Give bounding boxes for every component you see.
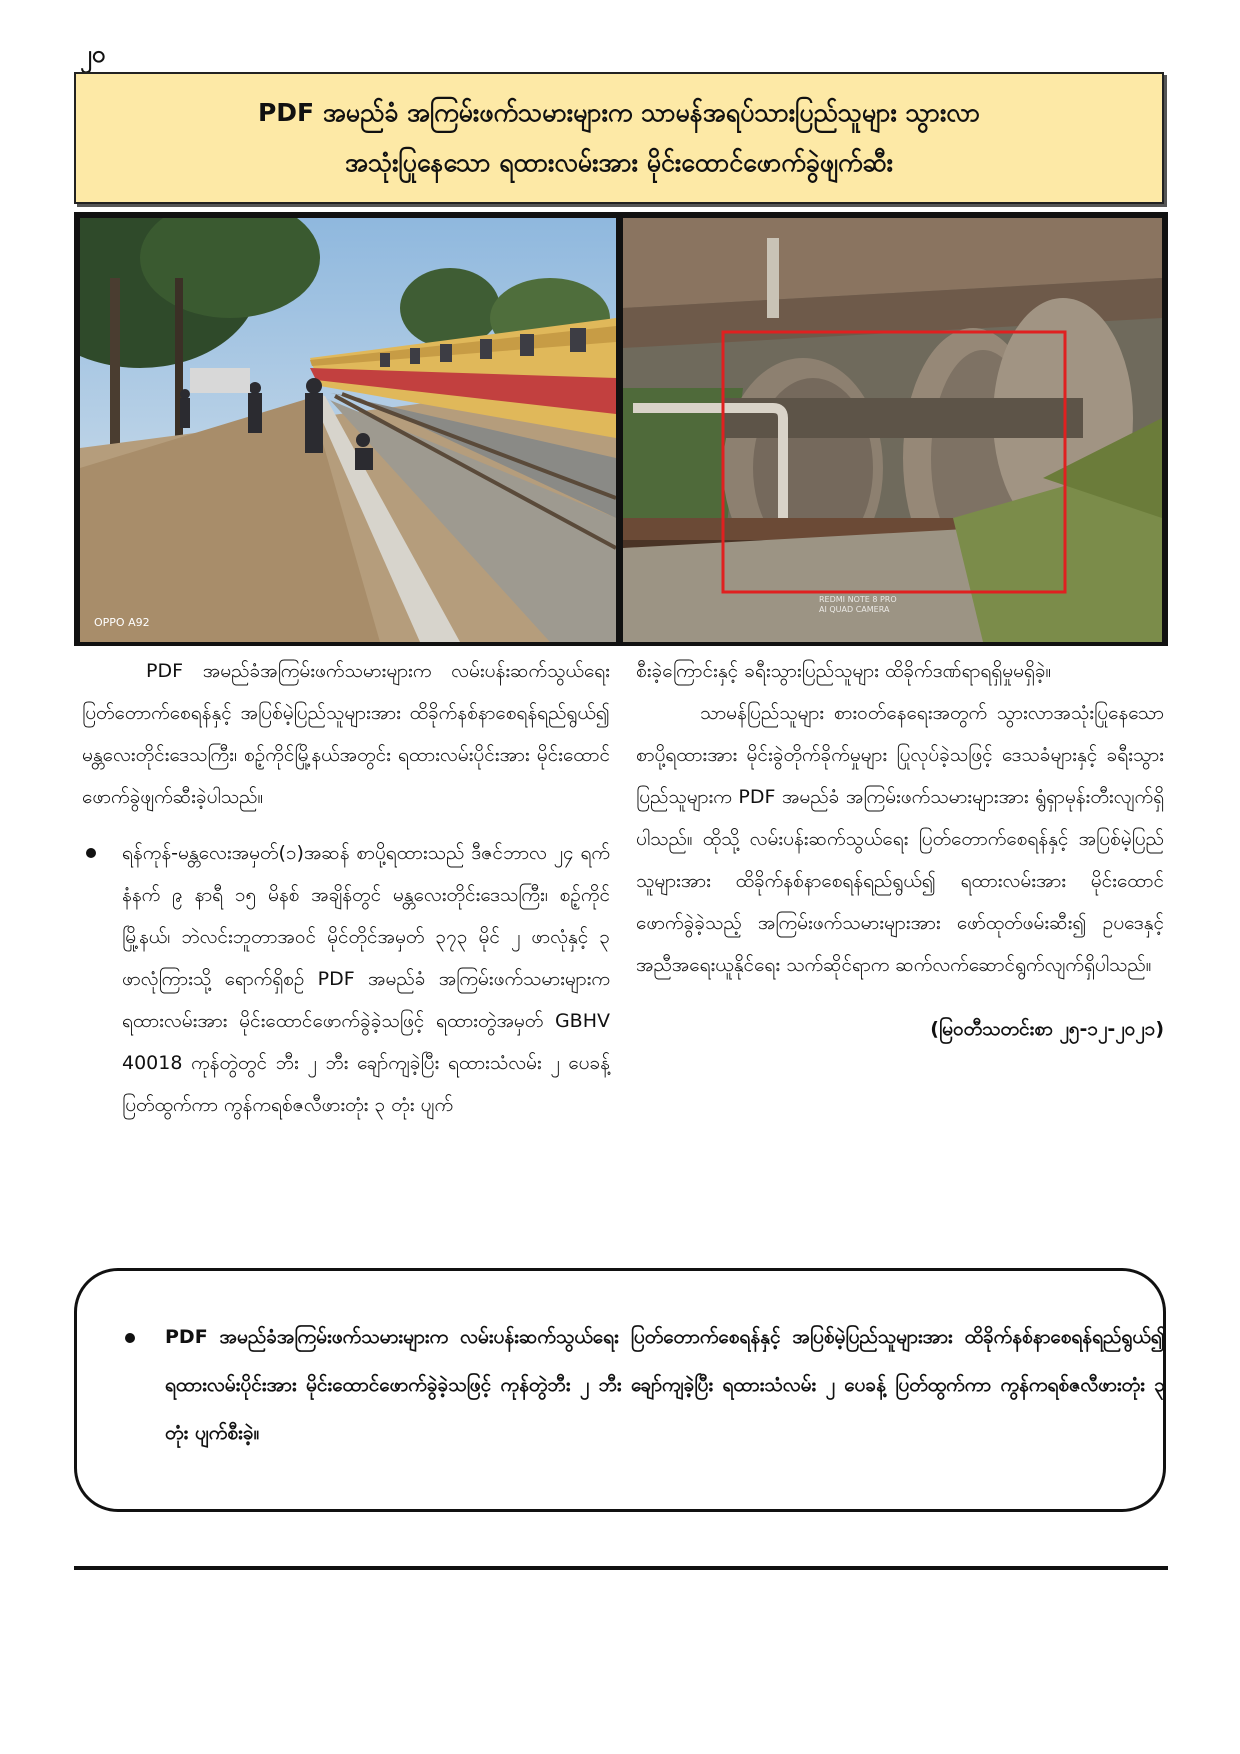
damaged-wheel-photo (623, 218, 1162, 642)
headline-line-2: အသုံးပြုနေသော ရထားလမ်းအား မိုင်းထောင်ဖောက်ခွဲဖျက်ဆီး (345, 148, 893, 177)
right-photo-watermark-line1: REDMI NOTE 8 PRO (819, 595, 897, 604)
article-paragraph-2: သာမန်ပြည်သူများ စားဝတ်နေရေးအတွက် သွားလာအသုံးပြုနေသော စာပို့ရထားအား မိုင်းခွဲတိုက်ခိုက်မှုများ ပြုလုပ်ခဲ့သဖြင့် ဒေသခံများနှင့် ခရီးသွားပြည်သူများက PDF အမည်ခံ အကြမ်းဖက်သမားများအား ရွံရှာမုန်းတီးလျက်ရှိပါသည်။ ထိုသို့ လမ်းပန်းဆက်သွယ်ရေး ပြတ်တောက်စေရန်နှင့် အပြစ်မဲ့ပြည်သူများအား ထိခိုက်နစ်နာစေရန်ရည်ရွယ်၍ ရထားလမ်းအား မိုင်းထောင်ဖောက်ခွဲခဲ့သည့် အကြမ်းဖက်သမားများအား ဖော်ထုတ်ဖမ်းဆီး၍ ဥပဒေနှင့်အညီအရေးယူနိုင်ရေး သက်ဆိုင်ရာက ဆက်လက်ဆောင်ရွက်လျက်ရှိပါသည်။ (636, 702, 1164, 976)
article-source: (မြဝတီသတင်းစာ ၂၅-၁၂-၂၀၂၁) (930, 1018, 1164, 1040)
article-bullet-list (82, 832, 610, 1126)
summary-text: PDF အမည်ခံအကြမ်းဖက်သမားများက လမ်းပန်းဆက်သွယ်ရေး ပြတ်တောက်စေရန်နှင့် အပြစ်မဲ့ပြည်သူများအား ထိခိုက်နစ်နာစေရန်ရည်ရွယ်၍ ရထားလမ်းပိုင်းအား မိုင်းထောင်ဖောက်ခွဲခဲ့သဖြင့် ကုန်တွဲဘီး ၂ ဘီး ချော်ကျခဲ့ပြီး ရထားသံလမ်း ၂ ပေခန့် ပြတ်ထွက်ကာ ကွန်ကရစ်ဇလီဖားတုံး ၃ တုံး ပျက်စီးခဲ့။ (165, 1326, 1165, 1444)
article-bullet-text: ရန်ကုန်-မန္တလေးအမှတ်(၁)အဆန် စာပို့ရထားသည် ဒီဇင်ဘာလ ၂၄ ရက် နံနက် ၉ နာရီ ၁၅ မိနစ် အချိန်တွင် မန္တလေးတိုင်းဒေသကြီး၊ စဉ့်ကိုင်မြို့နယ်၊ ဘဲလင်းဘူတာအဝင် မိုင်တိုင်အမှတ် ၃၇၃ မိုင် ၂ ဖာလုံနှင့် ၃ ဖာလုံကြားသို့ ရောက်ရှိစဉ် PDF အမည်ခံ အကြမ်းဖက်သမားများက ရထားလမ်းအား မိုင်းထောင်ဖောက်ခွဲခဲ့သဖြင့် ရထားတွဲအမှတ် GBHV 40018 ကုန်တွဲတွင် ဘီး ၂ ဘီး ချော်ကျခဲ့ပြီး ရထားသံလမ်း ၂ ပေခန့် ပြတ်ထွက်ကာ ကွန်ကရစ်ဇလီဖားတုံး ၃ တုံး ပျက် (122, 842, 610, 1116)
bullet-icon (86, 848, 96, 858)
page-number: ၂၀ (80, 40, 106, 68)
train-station-photo (80, 218, 616, 642)
left-photo-watermark: OPPO A92 (94, 616, 150, 629)
bottom-divider (74, 1566, 1168, 1570)
headline-line-1: PDF အမည်ခံ အကြမ်းဖက်သမားများက သာမန်အရပ်သားပြည်သူများ သွားလာ (257, 98, 981, 127)
article-right-column (636, 650, 1164, 1050)
article-bullet-continuation: စီးခဲ့ကြောင်းနှင့် ခရီးသွားပြည်သူများ ထိခိုက်ဒဏ်ရာရရှိမှုမရှိခဲ့။ (636, 660, 1052, 682)
right-photo-watermark-line2: AI QUAD CAMERA (819, 605, 890, 614)
article-intro: PDF အမည်ခံအကြမ်းဖက်သမားများက လမ်းပန်းဆက်သွယ်ရေး ပြတ်တောက်စေရန်နှင့် အပြစ်မဲ့ပြည်သူများအား ထိခိုက်နစ်နာစေရန်ရည်ရွယ်၍ မန္တလေးတိုင်းဒေသကြီး၊ စဉ့်ကိုင်မြို့နယ်အတွင်း ရထားလမ်းပိုင်းအား မိုင်းထောင်ဖောက်ခွဲဖျက်ဆီးခဲ့ပါသည်။ (82, 660, 610, 808)
photo-row (74, 212, 1168, 646)
article-bullet-item (82, 832, 610, 1126)
article-left-column (82, 650, 610, 1126)
bullet-icon (125, 1333, 135, 1343)
headline-box (74, 72, 1164, 204)
summary-box (74, 1268, 1166, 1512)
summary-item (125, 1313, 1165, 1457)
